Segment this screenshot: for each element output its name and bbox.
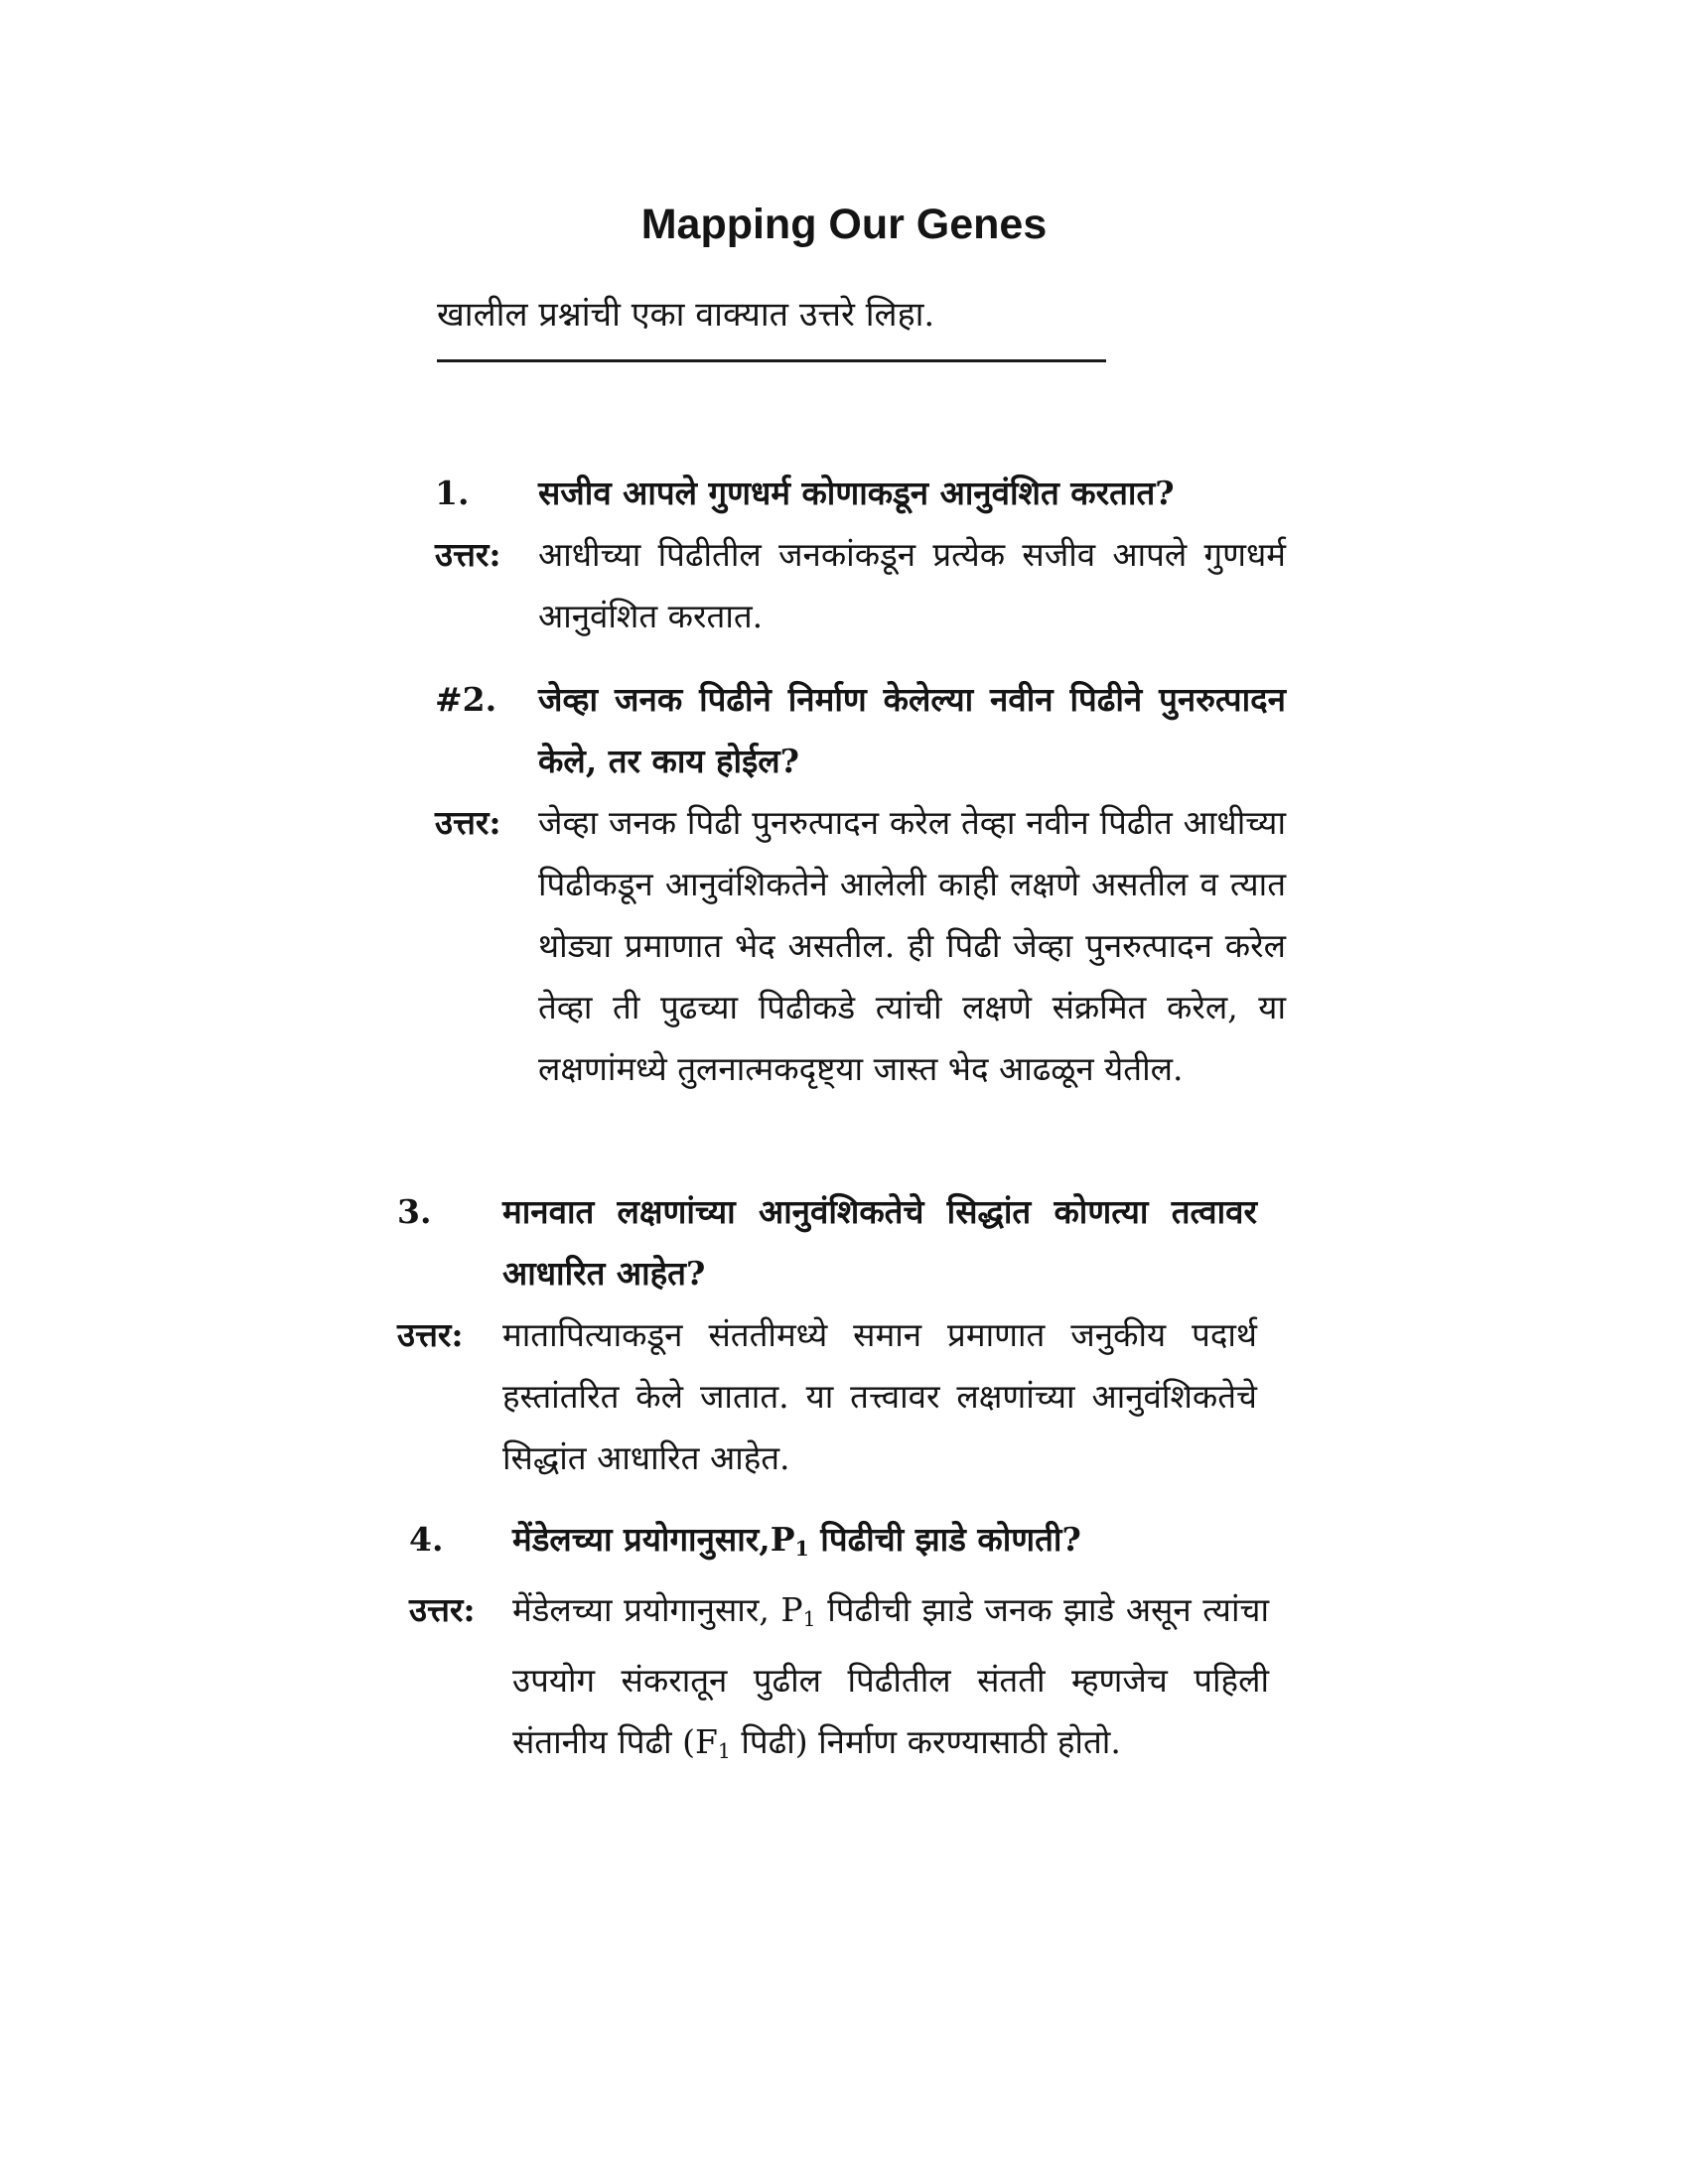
subscript-1: 1 [717, 1739, 731, 1764]
question-text: मानवात लक्षणांच्या आनुवंशिकतेचे सिद्धांत कोणत्या तत्वावर आधारित आहेत? [502, 1192, 1257, 1293]
answer-row [435, 792, 1286, 1100]
question-number: 1. [435, 474, 470, 512]
instruction-text: खालील प्रश्नांची एका वाक्यात उत्तरे लिहा. [437, 295, 935, 335]
question-row [409, 1509, 1269, 1579]
qa-item-1 [435, 463, 1286, 647]
answer-text-part2: पिढीची झाडे जनक झाडे असून त्यांचा उपयोग संकरातून पुढील पिढीतील संतती म्हणजेच पहिली संतानीय पिढी (F [512, 1590, 1269, 1762]
instruction-underline [437, 359, 1106, 362]
question-text [512, 1509, 1269, 1579]
subscript-1: 1 [802, 1607, 816, 1632]
answer-row [435, 524, 1286, 647]
question-number: 4. [409, 1520, 444, 1559]
qa-item-3 [397, 1181, 1257, 1489]
answer-label: उत्तर: [409, 1590, 476, 1630]
answer-label: उत्तर: [397, 1315, 464, 1354]
qa-item-2 [435, 669, 1286, 1100]
question-row [435, 669, 1286, 792]
answer-text: जेव्हा जनक पिढी पुनरुत्पादन करेल तेव्हा नवीन पिढीत आधीच्या पिढीकडून आनुवंशिकतेने आलेली काही लक्षणे असतील व त्यात थोड्या प्रमाणात भेद असतील. ही पिढी जेव्हा पुनरुत्पादन करेल तेव्हा ती पुढच्या पिढीकडे त्यांची लक्षणे संक्रमित करेल, या लक्षणांमध्ये तुलनात्मकदृष्ट्या जास्त भेद आढळून येतील. [538, 803, 1286, 1088]
answer-text-part3: पिढी) निर्माण करण्यासाठी होतो. [730, 1722, 1121, 1762]
question-row [435, 463, 1286, 524]
answer-text [512, 1579, 1269, 1782]
answer-text: मातापित्याकडून संततीमध्ये समान प्रमाणात जनुकीय पदार्थ हस्तांतरित केले जातात. या तत्त्वावर लक्षणांच्या आनुवंशिकतेचे सिद्धांत आधारित आहेत. [502, 1315, 1257, 1477]
question-text: सजीव आपले गुणधर्म कोणाकडून आनुवंशित करतात? [538, 474, 1175, 512]
question-text-start: मेंडेलच्या प्रयोगानुसार,P [512, 1520, 795, 1559]
answer-text-part1: मेंडेलच्या प्रयोगानुसार, P [512, 1590, 803, 1630]
subscript-1: 1 [794, 1537, 809, 1562]
answer-row [409, 1579, 1269, 1782]
question-number: #2. [435, 680, 497, 719]
answer-label: उत्तर: [435, 803, 501, 842]
question-number: 3. [397, 1192, 432, 1231]
answer-label: उत्तर: [435, 535, 501, 574]
question-text-end: पिढीची झाडे कोणती? [808, 1520, 1081, 1559]
question-row [397, 1181, 1257, 1304]
page-title: Mapping Our Genes [640, 201, 1048, 248]
answer-row [397, 1304, 1257, 1489]
answer-text: आधीच्या पिढीतील जनकांकडून प्रत्येक सजीव आपले गुणधर्म आनुवंशित करतात. [538, 535, 1286, 635]
qa-item-4 [409, 1509, 1269, 1782]
question-text: जेव्हा जनक पिढीने निर्माण केलेल्या नवीन पिढीने पुनरुत्पादन केले, तर काय होईल? [538, 680, 1286, 780]
